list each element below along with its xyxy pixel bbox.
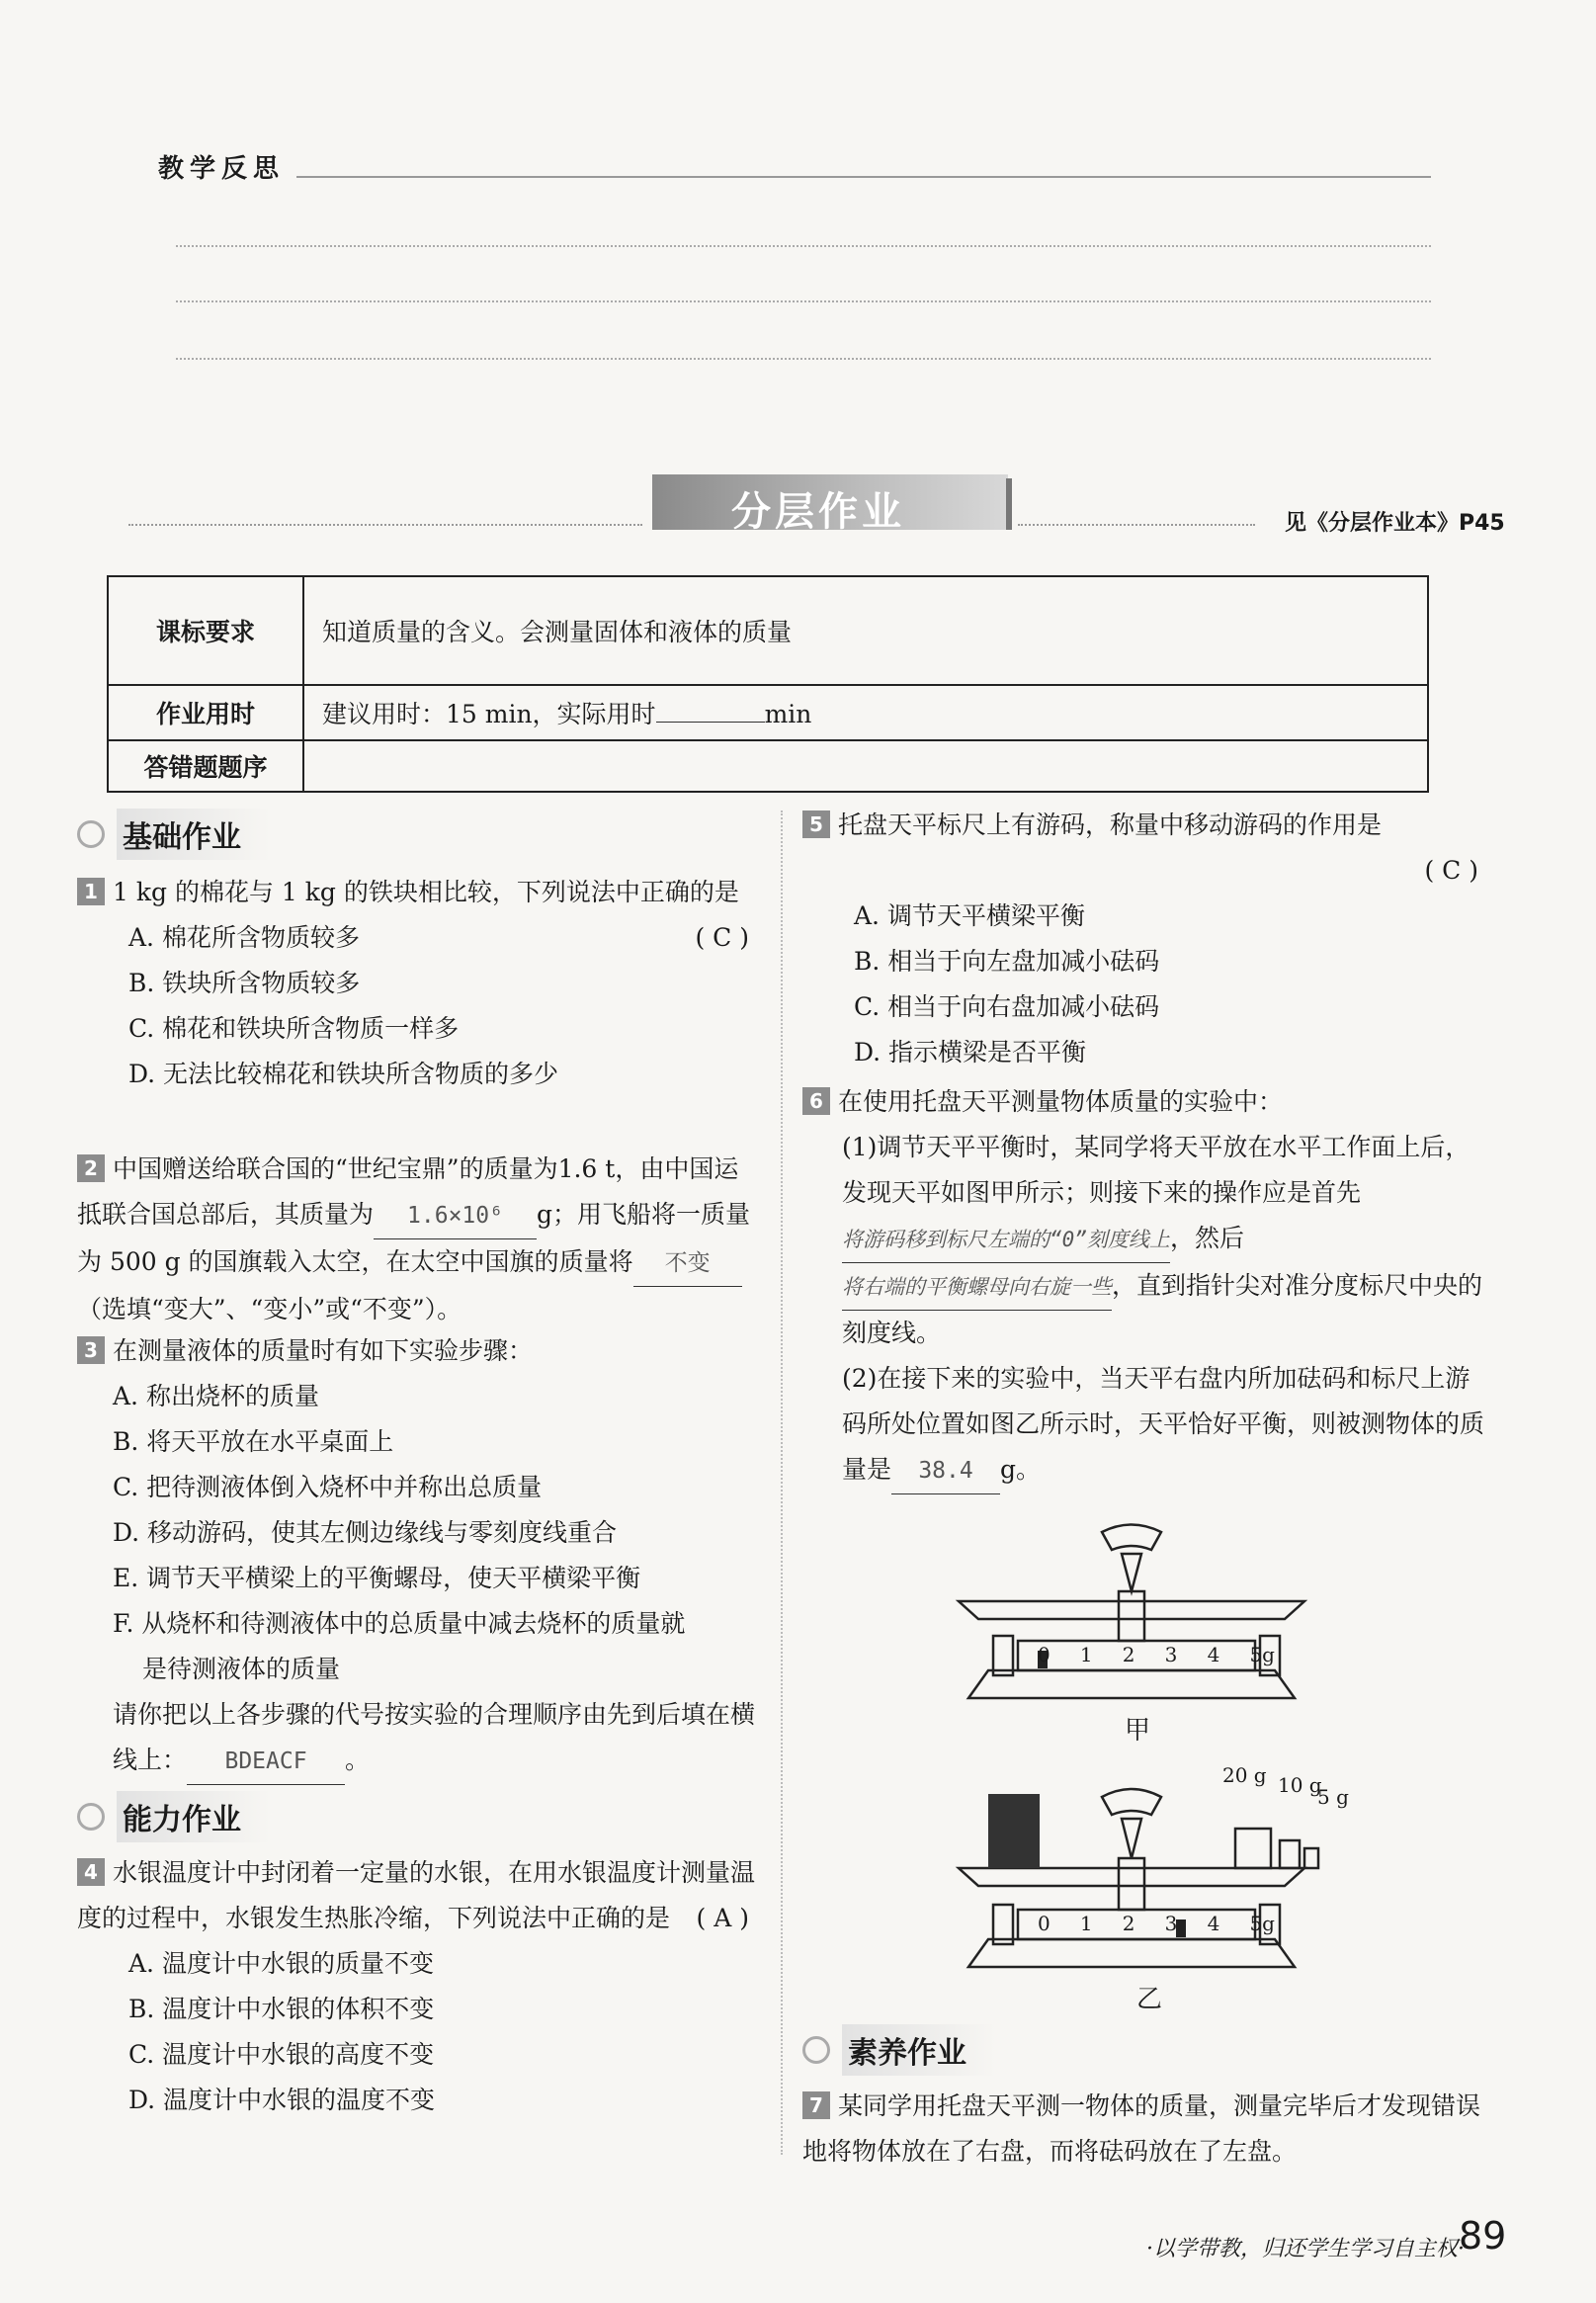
weight-20g: [1235, 1829, 1271, 1868]
question-number: 6: [802, 1087, 830, 1115]
question-1: 1 1 kg 的棉花与 1 kg 的铁块相比较，下列说法中正确的是 ( C ) A. 棉花所含物质较多 B. 铁块所含物质较多 C. 棉花和铁块所含物质一样多 D. 无法比较棉花和铁块所含物质的多少: [77, 870, 759, 1097]
question-3: 3 在测量液体的质量时有如下实验步骤： A. 称出烧杯的质量 B. 将天平放在水平桌面上 C. 把待测液体倒入烧杯中并称出总质量 D. 移动游码，使其左侧边缘线与零刻度线重合 E. 调节天平横梁上的平衡螺母，使天平横梁平衡 F. 从烧杯和待测液体中的总质量中减去烧杯的质量就 是待测液体的质量 请你把以上各步骤的代号按实验的合理顺序由先到后填在横线上： BDEACF 。: [77, 1328, 759, 1785]
answer-choice: ( C ): [1424, 856, 1478, 885]
tick-label: 0: [1038, 1643, 1050, 1666]
tick-label: 0: [1038, 1912, 1050, 1935]
question-5: 5 托盘天平标尺上有游码，称量中移动游码的作用是 ( C ) A. 调节天平横梁平衡 B. 相当于向左盘加减小砝码 C. 相当于向右盘加减小砝码 D. 指示横梁是否平衡: [802, 803, 1494, 1075]
section-icon: [77, 820, 105, 848]
option: B. 温度计中水银的体积不变: [128, 1995, 435, 2023]
section-icon: [77, 1803, 105, 1831]
balance-pointer: [1122, 1554, 1141, 1591]
tick-label: 2: [1122, 1643, 1135, 1666]
step: B. 将天平放在水平桌面上: [113, 1427, 394, 1456]
table-header: 答错题题序: [108, 740, 303, 792]
option: D. 指示横梁是否平衡: [854, 1038, 1087, 1066]
option: D. 温度计中水银的温度不变: [128, 2086, 436, 2114]
tick-label: 3: [1164, 1912, 1178, 1935]
tick-label: 2: [1122, 1912, 1135, 1935]
requirement-table: [107, 575, 1429, 793]
column-divider: [781, 810, 783, 2155]
section-basic: 基础作业: [77, 809, 271, 860]
option: A. 温度计中水银的质量不变: [128, 1949, 434, 1978]
time-blank[interactable]: [656, 722, 765, 723]
answer-blank: 38.4: [891, 1448, 1000, 1494]
weight-label: 10 g: [1278, 1773, 1322, 1797]
weight-5g: [1304, 1848, 1318, 1868]
table-cell: 知道质量的含义。会测量固体和液体的质量: [303, 576, 1428, 685]
tick-label: 3: [1164, 1643, 1178, 1666]
wrong-questions-cell[interactable]: [303, 740, 1428, 792]
reflection-line: [176, 245, 1431, 247]
answer-choice: ( A ): [696, 1904, 749, 1932]
balance-column: [1119, 1858, 1144, 1910]
table-cell: 建议用时：15 min，实际用时 min: [303, 685, 1428, 740]
table-header: 课标要求: [108, 576, 303, 685]
page-number: 89: [1459, 2214, 1507, 2258]
question-7: 7 某同学用托盘天平测一物体的质量，测量完毕后才发现错误地将物体放在了右盘，而将砝码放在了左盘。: [802, 2091, 1481, 2166]
section-icon: [802, 2036, 830, 2064]
footer-slogan: ·以学带教，归还学生学习自主权·: [1146, 2237, 1465, 2261]
balance-dial: [1102, 1525, 1161, 1551]
balance-column: [1119, 1591, 1144, 1641]
balance-pan: [959, 1868, 1304, 1886]
question-number: 3: [77, 1336, 105, 1364]
question-number: 5: [802, 810, 830, 838]
balance-figure-b: [939, 1769, 1334, 1987]
question-number: 4: [77, 1858, 105, 1886]
question-6: 6 在使用托盘天平测量物体质量的实验中： (1)调节天平平衡时，某同学将天平放在水平工作面上后，发现天平如图甲所示；则接下来的操作应是首先将游码移到标尺左端的“0”刻度线上，然后将右端的平衡螺母向右旋一些，直到指针尖对准分度标尺中央的刻度线。 (2)在接下来的实验中，当天平右盘内所加砝码和标尺上游码所处位置如图乙所示时，天平恰好平衡，则被测物体的质量是 38.4 g。: [802, 1079, 1494, 1494]
question-number: 7: [802, 2091, 830, 2119]
option: A. 棉花所含物质较多: [128, 923, 360, 952]
step: 是待测液体的质量: [142, 1655, 341, 1683]
measured-object: [988, 1794, 1040, 1868]
balance-pan-left: [959, 1601, 1304, 1619]
reflection-line: [176, 358, 1431, 360]
banner-divider: [128, 524, 642, 526]
question-2: 2 中国赠送给联合国的“世纪宝鼎”的质量为1.6 t，由中国运抵联合国总部后，其质量为 1.6×10⁶ g；用飞船将一质量为 500 g 的国旗载入太空，在太空中国旗的质量将 不变（选填“变大”、“变小”或“不变”）。: [77, 1154, 751, 1323]
tick-label: 5g: [1249, 1912, 1275, 1935]
answer-blank: 1.6×10⁶: [374, 1193, 537, 1239]
question-number: 1: [77, 878, 105, 905]
tick-label: 4: [1207, 1643, 1220, 1666]
scale-labels-b: [1038, 1912, 1275, 1935]
step: D. 移动游码，使其左侧边缘线与零刻度线重合: [113, 1518, 618, 1547]
balance-dial: [1102, 1789, 1161, 1815]
reflection-title: 教学反思: [158, 154, 286, 184]
table-header: 作业用时: [108, 685, 303, 740]
answer-blank: 将右端的平衡螺母向右旋一些: [842, 1264, 1112, 1311]
weight-label: 20 g: [1222, 1763, 1267, 1787]
weight-10g: [1280, 1840, 1300, 1868]
figure-caption: 乙: [1136, 1985, 1163, 2014]
option: C. 棉花和铁块所含物质一样多: [128, 1014, 460, 1043]
figure-caption: 甲: [1125, 1716, 1151, 1746]
answer-blank: 将游码移到标尺左端的“0”刻度线上: [842, 1217, 1170, 1263]
option: B. 相当于向左盘加减小砝码: [854, 947, 1160, 976]
answer-blank: BDEACF: [187, 1739, 345, 1785]
answer-blank: 不变: [633, 1240, 742, 1287]
banner-title: 分层作业: [731, 489, 905, 535]
tick-label: 1: [1079, 1912, 1093, 1935]
option: C. 相当于向右盘加减小砝码: [854, 992, 1160, 1021]
weight-label: 5 g: [1317, 1785, 1349, 1809]
balance-base: [968, 1670, 1295, 1698]
reflection-line: [296, 176, 1431, 178]
scale-labels-a: [1038, 1643, 1275, 1666]
option: A. 调节天平横梁平衡: [854, 901, 1085, 930]
tick-label: 1: [1079, 1643, 1093, 1666]
question-4: 4 水银温度计中封闭着一定量的水银，在用水银温度计测量温度的过程中，水银发生热胀冷缩，下列说法中正确的是 ( A ) A. 温度计中水银的质量不变 B. 温度计中水银的体积不变 C. 温度计中水银的高度不变 D. 温度计中水银的温度不变: [77, 1850, 759, 2123]
balance-pointer: [1122, 1819, 1141, 1858]
banner-divider: [1018, 524, 1255, 526]
option: B. 铁块所含物质较多: [128, 969, 361, 997]
step: C. 把待测液体倒入烧杯中并称出总质量: [113, 1473, 543, 1501]
step: F. 从烧杯和待测液体中的总质量中减去烧杯的质量就: [113, 1609, 686, 1638]
section-literacy: 素养作业: [802, 2024, 996, 2076]
reflection-line: [176, 300, 1431, 302]
balance-base: [968, 1939, 1295, 1967]
balance-figure-a: [939, 1512, 1334, 1730]
question-number: 2: [77, 1154, 105, 1182]
workbook-reference: 见《分层作业本》P45: [1285, 511, 1505, 536]
step: E. 调节天平横梁上的平衡螺母，使天平横梁平衡: [113, 1564, 641, 1592]
banner-accent: [1006, 478, 1012, 530]
step: A. 称出烧杯的质量: [113, 1382, 319, 1410]
option: C. 温度计中水银的高度不变: [128, 2040, 435, 2069]
option: D. 无法比较棉花和铁块所含物质的多少: [128, 1060, 559, 1088]
tick-label: 4: [1207, 1912, 1220, 1935]
tick-label: 5g: [1249, 1643, 1275, 1666]
answer-choice: ( C ): [695, 923, 749, 952]
section-ability: 能力作业: [77, 1791, 271, 1842]
